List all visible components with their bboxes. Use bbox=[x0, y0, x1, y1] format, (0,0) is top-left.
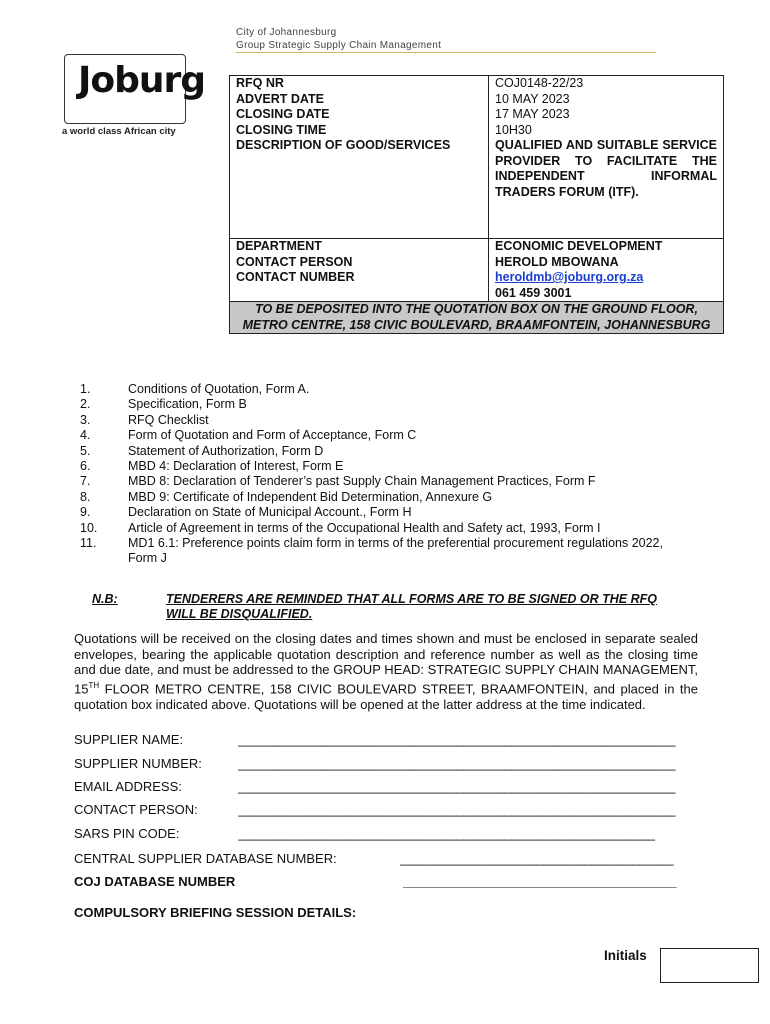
sars-pin-label: SARS PIN CODE: bbox=[74, 826, 180, 841]
contact-person-field-label: CONTACT PERSON: bbox=[74, 802, 198, 817]
list-number: 6. bbox=[80, 459, 91, 474]
list-text: Article of Agreement in terms of the Occupational Health and Safety act, 1993, Form I bbox=[128, 520, 601, 535]
contact-email-link[interactable]: heroldmb@joburg.org.za bbox=[495, 270, 644, 284]
list-number: 4. bbox=[80, 428, 91, 443]
list-item bbox=[80, 382, 688, 397]
nb-label: N.B: bbox=[92, 592, 118, 606]
contact-person-value: HEROLD MBOWANA bbox=[489, 255, 724, 271]
list-text: RFQ Checklist bbox=[128, 412, 209, 427]
org-name: City of Johannesburg bbox=[236, 27, 337, 38]
description-value: QUALIFIED AND SUITABLE SERVICE PROVIDER TO FACILITATE THE INDEPENDENT INFORMAL TRADERS FORUM (ITF). bbox=[489, 138, 724, 239]
list-text: Statement of Authorization, Form D bbox=[128, 443, 324, 458]
coj-database-label: COJ DATABASE NUMBER bbox=[74, 874, 236, 889]
rfq-details-table bbox=[229, 75, 724, 334]
list-text: MD1 6.1: Preference points claim form in terms of the preferential procurement regulations 2022, Form J bbox=[128, 536, 663, 566]
joburg-logo: Joburg bbox=[78, 60, 206, 101]
forms-list bbox=[80, 382, 688, 567]
department-label: DEPARTMENT bbox=[230, 239, 489, 255]
advert-date-value: 10 MAY 2023 bbox=[489, 92, 724, 108]
briefing-session-heading: COMPULSORY BRIEFING SESSION DETAILS: bbox=[74, 905, 357, 920]
list-text: Declaration on State of Municipal Account., Form H bbox=[128, 505, 412, 520]
rfq-nr-label: RFQ NR bbox=[230, 76, 489, 92]
supplier-name-label: SUPPLIER NAME: bbox=[74, 732, 184, 747]
org-department: Group Strategic Supply Chain Management bbox=[236, 40, 442, 51]
list-number: 11. bbox=[80, 536, 97, 551]
sars-pin-line[interactable]: _____________________________________________________________ bbox=[238, 826, 655, 841]
initials-label: Initials bbox=[604, 948, 647, 963]
list-number: 5. bbox=[80, 443, 91, 458]
rfq-nr-value: COJ0148-22/23 bbox=[489, 76, 724, 92]
list-number: 1. bbox=[80, 382, 91, 396]
csd-number-label: CENTRAL SUPPLIER DATABASE NUMBER: bbox=[74, 851, 337, 866]
list-item bbox=[80, 505, 688, 520]
closing-date-value: 17 MAY 2023 bbox=[489, 107, 724, 123]
list-number: 9. bbox=[80, 505, 91, 520]
list-item bbox=[80, 428, 688, 443]
list-item bbox=[80, 413, 688, 428]
deposit-instructions: TO BE DEPOSITED INTO THE QUOTATION BOX ON THE GROUND FLOOR, METRO CENTRE, 158 CIVIC BOULEVARD, BRAAMFONTEIN, JOHANNESBURG bbox=[230, 302, 724, 334]
initials-box[interactable] bbox=[660, 948, 759, 983]
table-row bbox=[230, 270, 724, 302]
table-row bbox=[230, 302, 724, 334]
list-item bbox=[80, 397, 688, 412]
header-divider bbox=[236, 52, 656, 53]
list-item bbox=[80, 521, 688, 536]
supplier-number-label: SUPPLIER NUMBER: bbox=[74, 756, 202, 771]
contact-number-label: CONTACT NUMBER bbox=[230, 270, 489, 302]
list-text: MBD 8: Declaration of Tenderer’s past Supply Chain Management Practices, Form F bbox=[128, 474, 596, 489]
contact-person-label: CONTACT PERSON bbox=[230, 255, 489, 271]
list-item bbox=[80, 490, 688, 505]
list-item bbox=[80, 474, 688, 489]
supplier-number-line[interactable]: ________________________________________________________________ bbox=[238, 756, 676, 771]
instructions-part2: FLOOR METRO CENTRE, 158 CIVIC BOULEVARD STREET, BRAAMFONTEIN, and placed in the quotation box indicated above. Quotations will be opened at the latter address at the time indicated. bbox=[74, 681, 698, 712]
list-item bbox=[80, 444, 688, 459]
table-row bbox=[230, 76, 724, 92]
description-label: DESCRIPTION OF GOOD/SERVICES bbox=[230, 138, 489, 239]
list-item bbox=[80, 536, 688, 567]
closing-date-label: CLOSING DATE bbox=[230, 107, 489, 123]
csd-number-line[interactable]: ________________________________________ bbox=[400, 851, 674, 866]
table-row bbox=[230, 92, 724, 108]
list-number: 10. bbox=[80, 520, 98, 535]
closing-time-value: 10H30 bbox=[489, 123, 724, 139]
table-row bbox=[230, 107, 724, 123]
submission-instructions bbox=[74, 631, 698, 712]
department-value: ECONOMIC DEVELOPMENT bbox=[489, 239, 724, 255]
table-row bbox=[230, 123, 724, 139]
supplier-name-line[interactable]: ________________________________________________________________ bbox=[238, 732, 676, 747]
letterhead bbox=[236, 26, 441, 52]
instructions-part1: Quotations will be received on the closing dates and times shown and must be enclosed in separate sealed envelopes, bearing the applicable quotation description and reference number as well as the closing time and due date, and must be addressed to the GROUP HEAD: STRATEGIC SUPPLY CHAIN MANAGEMENT, 15 bbox=[74, 631, 698, 697]
list-item bbox=[80, 459, 688, 474]
contact-details bbox=[489, 270, 724, 302]
table-row bbox=[230, 255, 724, 271]
email-address-line[interactable]: ________________________________________________________________ bbox=[238, 779, 676, 794]
list-text: Form of Quotation and Form of Acceptance, Form C bbox=[128, 428, 417, 443]
list-number: 2. bbox=[80, 397, 91, 412]
closing-time-label: CLOSING TIME bbox=[230, 123, 489, 139]
contact-person-line[interactable]: ________________________________________________________________ bbox=[238, 802, 676, 817]
logo-tagline: a world class African city bbox=[62, 126, 176, 137]
table-row bbox=[230, 239, 724, 255]
instructions-superscript: TH bbox=[88, 680, 100, 690]
email-address-label: EMAIL ADDRESS: bbox=[74, 779, 182, 794]
list-text: MBD 4: Declaration of Interest, Form E bbox=[128, 459, 344, 474]
nb-warning: TENDERERS ARE REMINDED THAT ALL FORMS ARE TO BE SIGNED OR THE RFQ WILL BE DISQUALIFIED. bbox=[166, 592, 657, 622]
contact-number-value: 061 459 3001 bbox=[495, 285, 572, 300]
list-number: 7. bbox=[80, 474, 91, 489]
list-number: 8. bbox=[80, 489, 91, 504]
list-text: MBD 9: Certificate of Independent Bid Determination, Annexure G bbox=[128, 489, 493, 504]
list-text: Specification, Form B bbox=[128, 397, 247, 412]
list-text: Conditions of Quotation, Form A. bbox=[128, 382, 310, 396]
list-number: 3. bbox=[80, 412, 91, 427]
table-row bbox=[230, 138, 724, 239]
coj-database-line[interactable]: ________________________________________ bbox=[403, 874, 677, 889]
advert-date-label: ADVERT DATE bbox=[230, 92, 489, 108]
